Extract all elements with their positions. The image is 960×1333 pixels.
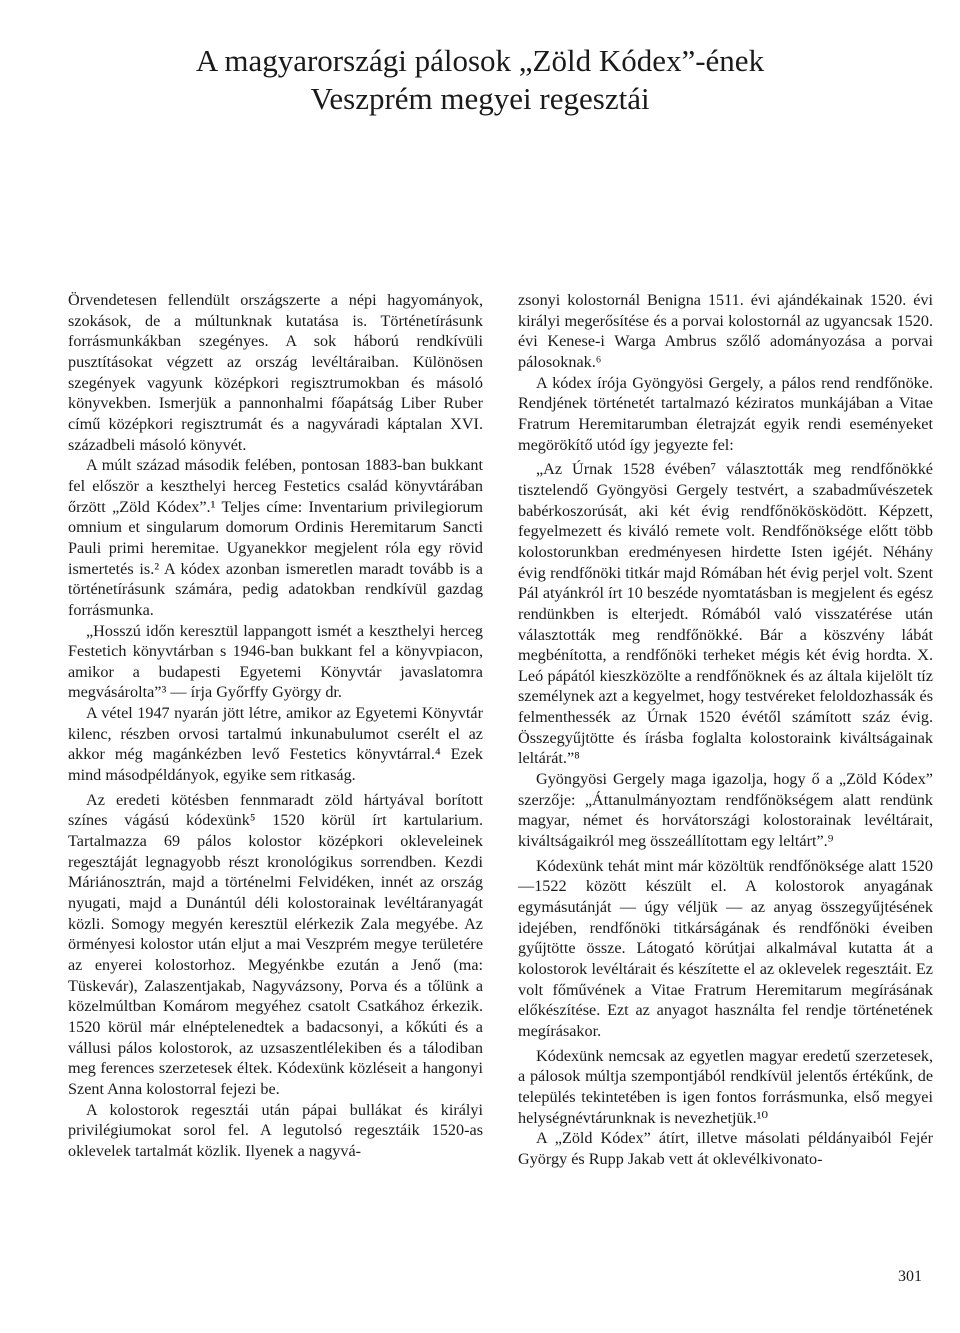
paragraph: Örvendetesen fellendült országszerte a népi hagyományok, szokások, de a múltunknak kutatása is. Történetírásunk forrásmunkákban szegényes. A sok háború rendkívüli pusztításokat végzett az ország levéltáraiban. Különösen szegények vagyunk középkori regisztrumokban és másoló könyvekben. Ismerjük a pannonhalmi főapátság Liber Ruber című középkori regisztrumát és a nagyváradi káptalan XVI. századbeli másoló könyvét. <box>68 291 483 454</box>
paragraph: A kolostorok regesztái után pápai bullákat és királyi privilégiumokat sorol fel. A legutolsó regesztáik 1520-as oklevelek tartalmát közlik. Ilyenek a nagyvá- <box>68 1100 483 1160</box>
paragraph: zsonyi kolostornál Benigna 1511. évi ajándékainak 1520. évi királyi megerősítése és a porvai kolostornál az ugyancsak 1520. évi Kenese-i Warga Ambrus szőlő adományozása a porvai pálosoknak.⁶ <box>518 291 933 371</box>
paragraph: A vétel 1947 nyarán jött létre, amikor az Egyetemi Könyvtár kilenc, részben orvosi tartalmú inkunabulumot cserélt el az akkor még magánkézben levő Festetics könyvtárral.⁴ Ezek mind másodpéldányok, egyike sem ritkaság. <box>68 704 483 785</box>
article-title <box>140 42 820 118</box>
paragraph: „Hosszú időn keresztül lappangott ismét a keszthelyi herceg Festetich könyvtárban s 1946-ban bukkant fel a könyvpiacon, amikor a budapesti Egyetemi Könyvtár javaslatomra megvásárolta”³ — írja Győrffy György dr. <box>68 621 483 702</box>
paragraph: „Az Úrnak 1528 évében⁷ választották meg rendfőnökké tisztelendő Gyöngyösi Gergely testvért, a szabadművészetek babérkoszorúsát, aki két évig rendfőnökösködött. Képzett, fegyelmezett és kiváló remete volt. Rendfőnöksége előtt több kolostorunkban eredményesen hirdette Isten igéjét. Néhány évig rendfőnöki titkár majd Rómában hét évig perjel volt. Szent Pál atyánkról írt 10 beszéde nyomtatásban is megjelent és egész rendünkben is elterjedt. Rómából való visszatérése után választották meg rendfőnökké. Bár a köszvény lábát megbénította, a rendfőnöki terheket mégis két évig hordta. X. Leó pápától kieszközölte a rendfőnöknek és az általa kijelölt tíz személynek azt a kegyelmet, hogy testvéreket feloldozhassák és felmenthessék az Úrnak 1520 évétől számított száz évig. Összegyűjtötte és írásba foglalta kolostoraink kiváltságainak leltárát.”⁸ <box>518 460 933 768</box>
paragraph: Kódexünk tehát mint már közöltük rendfőnöksége alatt 1520—1522 között készült el. A kolostorok anyagának egymásutánját — úgy véljük — az anyag összegyűjtésének idejében, rendfőnöki titkárságának és rendfőnöki éveiben gyűjtötte össze. Látogató körútjai alkalmával kutatta át a kolostorok levéltárait és készítette el az oklevelek regesztáit. Ez volt főművének a Vitae Fratrum Heremitarum megírásának előkészítése. Ezt az anyagot használta fel rendje történetének megírásakor. <box>518 856 933 1040</box>
title-line-1: A magyarországi pálosok „Zöld Kódex”-ének <box>195 43 765 78</box>
page-number: 301 <box>898 1268 922 1285</box>
paragraph: A „Zöld Kódex” átírt, illetve másolati példányaiból Fejér György és Rupp Jakab vett át oklevélkivonato- <box>518 1129 933 1168</box>
title-line-2: Veszprém megyei regesztái <box>310 81 650 116</box>
paragraph: A kódex írója Gyöngyösi Gergely, a pálos rend rendfőnöke. Rendjének történetét tartalmazó kéziratos munkájában a Vitae Fratrum Heremitarumban életrajzát egyik rendi eseményeket megörökítő utód így jegyezte fel: <box>518 373 933 454</box>
paragraph: A múlt század második felében, pontosan 1883-ban bukkant fel először a keszthelyi herceg Festetics család könyvtárában őrzött „Zöld Kódex”.¹ Teljes címe: Inventarium privilegiorum omnium et singularum domorum Ordinis Heremitarum Sancti Pauli primi heremitae. Ugyanekkor megjelent róla egy rövid ismertetés is.² A kódex azonban ismeretlen maradt tovább is a történetírásunk számára, pedig adatokban rendkívül gazdag forrásmunka. <box>68 456 483 619</box>
left-column <box>68 290 483 1162</box>
paragraph: Az eredeti kötésben fennmaradt zöld hártyával borított színes vágású kódexünk⁵ 1520 körül írt kartularium. Tartalmazza 69 pálos kolostor középkori okleveleinek regesztáját legnagyobb részt kronológikus sorrendben. Kezdi Máriánosztrán, majd a történelmi Felvidéken, innét az ország nyugati, majd a Dunántúl déli kolostorainak levéltáranyagát közli. Somogy megyén keresztül elérkezik Zala megyébe. Az örményesi kolostor után eljut a mai Veszprém megye területére az enyerei kolostorhoz. Megyénkbe ezután a Jenő (ma: Tüskevár), Zalaszentjakab, Nagyvázsony, Porva és a tőlünk a közelmúltban Komárom megyéhez csatolt Csatkához érkezik. 1520 körül már elnéptelenedtek a badacsonyi, a kőkúti és a vállusi pálos kolostorok, az uzsaszentlélekiben és a tálodiban meg ferences szerzetesek éltek. Kódexünk közléseit a hangonyi Szent Anna kolostorral fejezi be. <box>68 790 483 1098</box>
paragraph: Kódexünk nemcsak az egyetlen magyar eredetű szerzetesek, a pálosok múltja szempontjából rendkívül jelentős értékűnk, de település tekintetében is igen fontos forrásmunka, első megyei helységnévtárunknak is nevezhetjük.¹⁰ <box>518 1046 933 1127</box>
paragraph: Gyöngyösi Gergely maga igazolja, hogy ő a „Zöld Kódex” szerzője: „Áttanulmányoztam rendfőnökségem alatt rendünk magyar, német és horvátországi kolostorainak levéltárait, kiváltságaikról meg összeállítottam egy leltárt”.⁹ <box>518 770 933 851</box>
right-column <box>518 290 933 1170</box>
